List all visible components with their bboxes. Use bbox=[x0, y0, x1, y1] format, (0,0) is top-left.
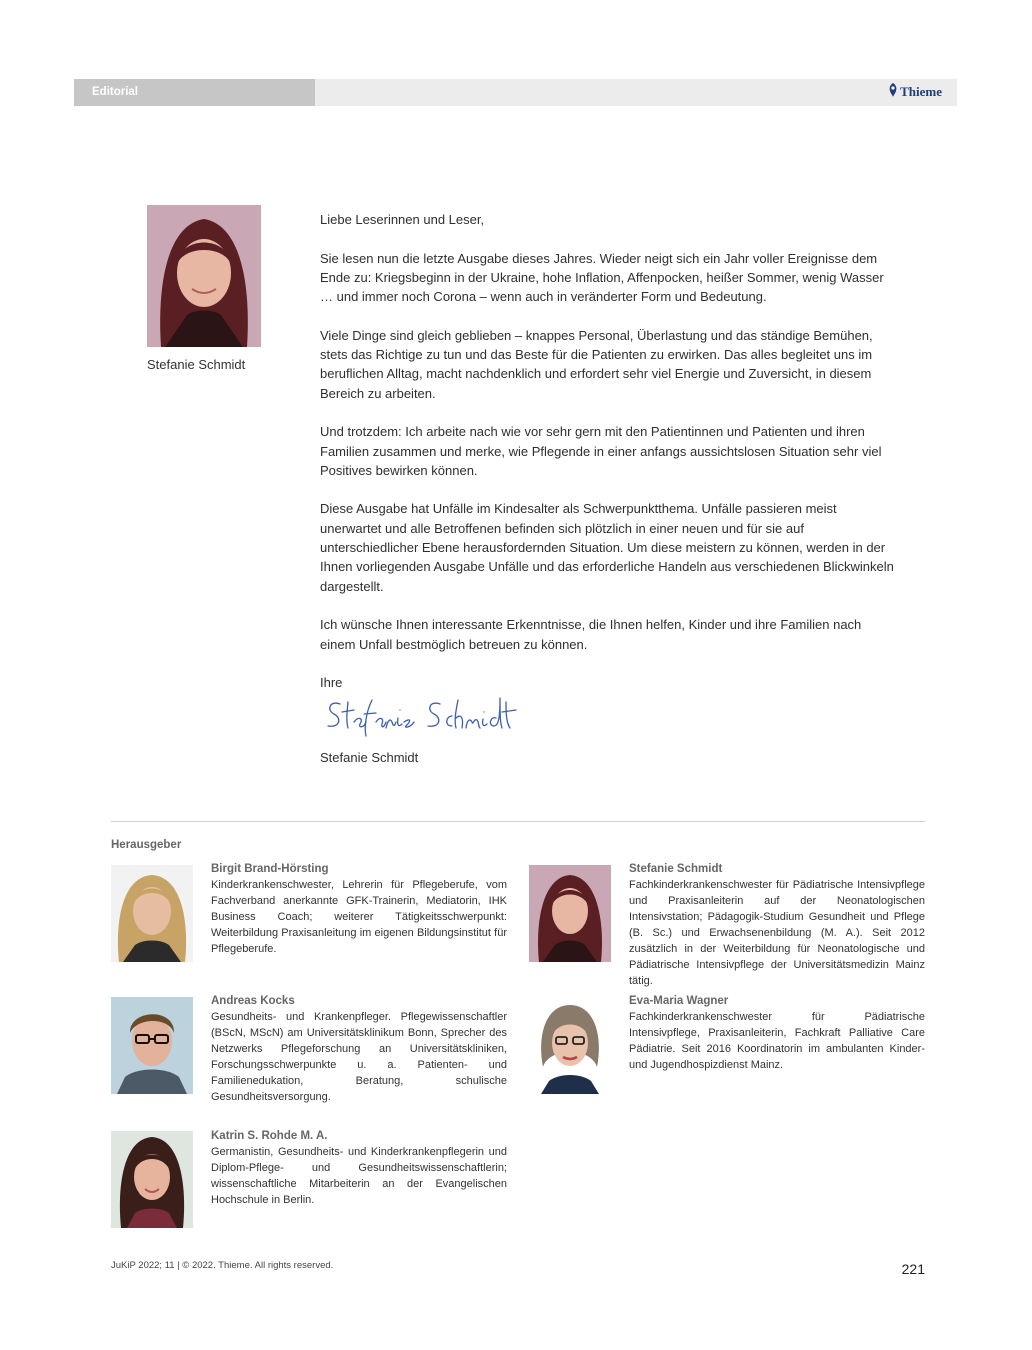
publisher-entry bbox=[211, 995, 507, 1105]
publisher-name: Andreas Kocks bbox=[211, 995, 295, 1007]
editor-caption: Stefanie Schmidt bbox=[147, 357, 246, 372]
thieme-logo bbox=[888, 83, 942, 101]
publisher-entry bbox=[629, 863, 925, 989]
publisher-bio: Germanistin, Gesundheits- und Kinderkrankenpflegerin und Diplom-Pflege- und Gesundheitswissenschaftlerin; wissenschaftliche Mitarbeiterin an der Evangelischen Hochschule in Berlin. bbox=[211, 1146, 507, 1206]
publisher-bio: Fachkinderkrankenschwester für Pädiatrische Intensivpflege und Praxisanleiterin auf der Neonatologischen Intensivstation; Pädagogik-Studium Gesundheit und Pflege (B. Sc.) und Erwachsenenbildung (M. A.). Seit 2012 zusätzlich in der Weiterbildung für Neonatologische und Pädiatrische Intensivpflege der Universitätsmedizin Mainz tätig. bbox=[629, 879, 925, 987]
publisher-bio: Kinderkrankenschwester, Lehrerin für Pflegeberufe, vom Fachverband anerkannte GFK-Trainerin, Mediatorin, IHK Business Coach; weiterer Tätigkeitsschwerpunkt: Weiterbildung Praxisanleitung im eigenen Bildungsinstitut für Pflegeberufe. bbox=[211, 879, 507, 955]
publisher-entry bbox=[211, 863, 507, 957]
editor-portrait bbox=[147, 205, 261, 347]
publisher-name: Stefanie Schmidt bbox=[629, 863, 723, 875]
section-divider bbox=[111, 821, 925, 822]
publisher-photo bbox=[529, 865, 611, 962]
publisher-name: Birgit Brand-Hörsting bbox=[211, 863, 329, 875]
publisher-photo bbox=[111, 1131, 193, 1228]
publisher-entry bbox=[211, 1130, 507, 1208]
publisher-photo bbox=[529, 997, 611, 1094]
letter-paragraph: Sie lesen nun die letzte Ausgabe dieses Jahres. Wieder neigt sich ein Jahr voller Ereignisse dem Ende zu: Kriegsbeginn in der Ukraine, hohe Inflation, Affenpocken, heißer Sommer, wenig Wasser … und immer noch Corona – wenn auch in veränderter Form und Bedeutung. bbox=[320, 250, 884, 305]
letter-paragraph: Viele Dinge sind gleich geblieben – knappes Personal, Überlastung und das ständige Bemühen, stets das Richtige zu tun und das Beste für die Patienten zu erwirken. Das alles begleitet uns im beruflichen Alltag, macht nachdenklich und erfordert sehr viel Energie und Zuversicht, in diesem Bereich zu arbeiten. bbox=[320, 327, 873, 401]
footer-citation: JuKiP 2022; 11 | © 2022. Thieme. All rights reserved. bbox=[111, 1260, 334, 1271]
letter-paragraph: Diese Ausgabe hat Unfälle im Kindesalter als Schwerpunktthema. Unfälle passieren meist unerwartet und alle Betroffenen befinden sich plötzlich in einer neuen und für sie auf unterschiedlicher Ebene herausfordernden Situation. Um diese meistern zu können, werden in der Ihnen vorliegenden Ausgabe Unfälle und das erforderliche Handeln aus verschiedenen Blickwinkeln dargestellt. bbox=[320, 501, 894, 594]
publisher-name: Eva-Maria Wagner bbox=[629, 995, 729, 1007]
logo-text: Thieme bbox=[900, 84, 942, 99]
letter-salutation: Liebe Leserinnen und Leser, bbox=[320, 212, 485, 227]
publisher-photo bbox=[111, 865, 193, 962]
thieme-emblem-icon bbox=[888, 83, 898, 101]
handwritten-signature bbox=[320, 688, 520, 738]
letter-paragraph: Und trotzdem: Ich arbeite nach wie vor sehr gern mit den Patientinnen und Patienten und ihren Familien zusammen und merke, wie Pflegende in einer anfangs aussichtslosen Situation sehr viel Positives bewirken können. bbox=[320, 424, 882, 478]
letter-closing: Ihre bbox=[320, 675, 343, 691]
publishers-title: Herausgeber bbox=[111, 839, 182, 851]
page-number: 221 bbox=[901, 1261, 925, 1277]
publisher-entry bbox=[629, 995, 925, 1073]
section-label: Editorial bbox=[74, 79, 315, 106]
letter-paragraph: Ich wünsche Ihnen interessante Erkenntnisse, die Ihnen helfen, Kinder und ihre Familien nach einem Unfall bestmöglich betreuen zu können. bbox=[320, 617, 862, 652]
publisher-bio: Fachkinderkrankenschwester für Pädiatrische Intensivpflege, Praxisanleiterin, Fachkraft Palliative Care Pädiatrie. Seit 2016 Koordinatorin im ambulanten Kinder- und Jugendhospizdienst Mainz. bbox=[629, 1011, 925, 1071]
publisher-photo bbox=[111, 997, 193, 1094]
publisher-bio: Gesundheits- und Krankenpfleger. Pflegewissenschaftler (BScN, MScN) am Universitätsklinikum Bonn, Sprecher des Netzwerks Pflegeforschung an Universitätskliniken, Forschungsschwerpunkte u. a. Patienten- und Familienedukation, Beratung, schulische Gesundheitsversorgung. bbox=[211, 1011, 507, 1103]
editorial-letter bbox=[320, 210, 900, 712]
signature-name: Stefanie Schmidt bbox=[320, 750, 419, 765]
publisher-name: Katrin S. Rohde M. A. bbox=[211, 1130, 328, 1142]
